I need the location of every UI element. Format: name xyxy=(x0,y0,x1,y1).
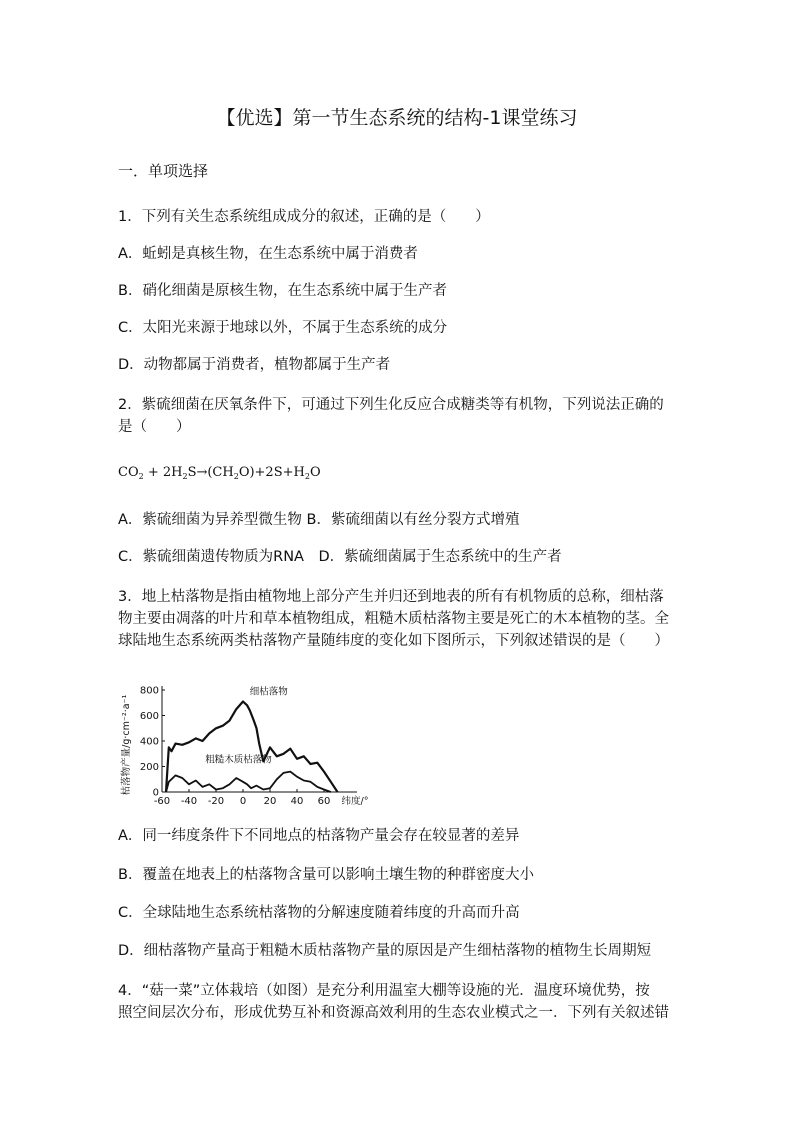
question-3-option-b: B．覆盖在地表上的枯落物含量可以影响土壤生物的种群密度大小 xyxy=(118,867,534,883)
y-tick-label: 800 xyxy=(139,685,159,697)
question-1-option-a: A．蚯蚓是真核生物，在生态系统中属于消费者 xyxy=(118,246,418,262)
question-3-stem-line-3: 球陆地生态系统两类枯落物产量随纬度的变化如下图所示，下列叙述错误的是（ ） xyxy=(118,633,669,649)
chart-series xyxy=(166,702,338,793)
question-3-option-d: D．细枯落物产量高于粗糙木质枯落物产量的原因是产生细枯落物的植物生长周期短 xyxy=(118,943,652,959)
question-1-option-b: B．硝化细菌是原核生物，在生态系统中属于生产者 xyxy=(118,283,447,299)
question-1-option-d: D．动物都属于消费者，植物都属于生产者 xyxy=(118,357,391,373)
x-tick-label: -60 xyxy=(153,796,171,807)
eq-part: + 2H xyxy=(143,465,183,480)
chemical-equation xyxy=(118,463,321,487)
y-axis-label: 枯落物产量/g·cm⁻²·a⁻¹ xyxy=(121,694,132,796)
question-3-option-a: A．同一纬度条件下不同地点的枯落物产量会存在较显著的差异 xyxy=(118,828,520,844)
question-2-options-cd: C．紫硫细菌遗传物质为RNA D．紫硫细菌属于生态系统中的生产者 xyxy=(118,549,562,565)
question-1-stem: 1．下列有关生态系统组成成分的叙述，正确的是（ ） xyxy=(118,209,490,225)
eq-part: S→(CH xyxy=(187,465,234,480)
question-4-stem-line-1: 4．“菇一菜”立体栽培（如图）是充分利用温室大棚等设施的光．温度环境优势，按 xyxy=(118,983,650,999)
question-2-options-ab: A．紫硫细菌为异养型微生物 B．紫硫细菌以有丝分裂方式增殖 xyxy=(118,512,520,528)
question-3-stem-line-2: 物主要由凋落的叶片和草本植物组成，粗糙木质枯落物主要是死亡的木本植物的茎。全 xyxy=(118,611,669,627)
x-tick-label: 20 xyxy=(263,796,277,807)
y-tick-label: 200 xyxy=(139,762,159,773)
eq-sub: 2 xyxy=(138,472,144,481)
section-heading: 一．单项选择 xyxy=(118,162,209,180)
series-label-coarse-woody-litter: 粗糙木质枯落物 xyxy=(205,754,272,766)
x-tick-label: -20 xyxy=(207,796,225,807)
series-line-2 xyxy=(166,772,331,792)
question-3-stem-line-1: 3．地上枯落物是指由植物地上部分产生并归还到地表的所有有机物质的总称，细枯落 xyxy=(118,589,664,605)
eq-part: O)+2S+H xyxy=(238,465,305,480)
question-3-option-c: C．全球陆地生态系统枯落物的分解速度随着纬度的升高而升高 xyxy=(118,905,520,921)
question-2-stem-line-1: 2．紫硫细菌在厌氧条件下，可通过下列生化反应合成糖类等有机物，下列说法正确的 xyxy=(118,397,664,413)
question-2-stem-line-2: 是（ ） xyxy=(118,419,191,435)
x-axis-label: 纬度/° xyxy=(341,796,369,807)
y-tick-label: 400 xyxy=(139,736,159,748)
eq-sub: 2 xyxy=(182,472,188,481)
y-tick-label: 0 xyxy=(152,787,159,799)
y-tick-label: 600 xyxy=(139,711,159,722)
litter-production-chart xyxy=(115,676,385,811)
eq-sub: 2 xyxy=(304,472,310,481)
question-4-stem-line-2: 照空间层次分布，形成优势互补和资源高效利用的生态农业模式之一．下列有关叙述错 xyxy=(118,1005,669,1021)
series-line-1 xyxy=(166,702,338,793)
x-tick-label: 60 xyxy=(317,796,331,807)
eq-co: CO xyxy=(118,465,139,480)
eq-part: O xyxy=(309,465,321,480)
page-title: 【优选】第一节生态系统的结构-1课堂练习 xyxy=(216,107,578,129)
eq-sub: 2 xyxy=(233,472,239,481)
series-label-fine-litter: 细枯落物 xyxy=(249,686,288,698)
x-tick-label: 0 xyxy=(239,796,247,807)
x-tick-label: 40 xyxy=(290,796,304,807)
question-1-option-c: C．太阳光来源于地球以外，不属于生态系统的成分 xyxy=(118,320,448,336)
x-tick-label: -40 xyxy=(180,796,198,807)
